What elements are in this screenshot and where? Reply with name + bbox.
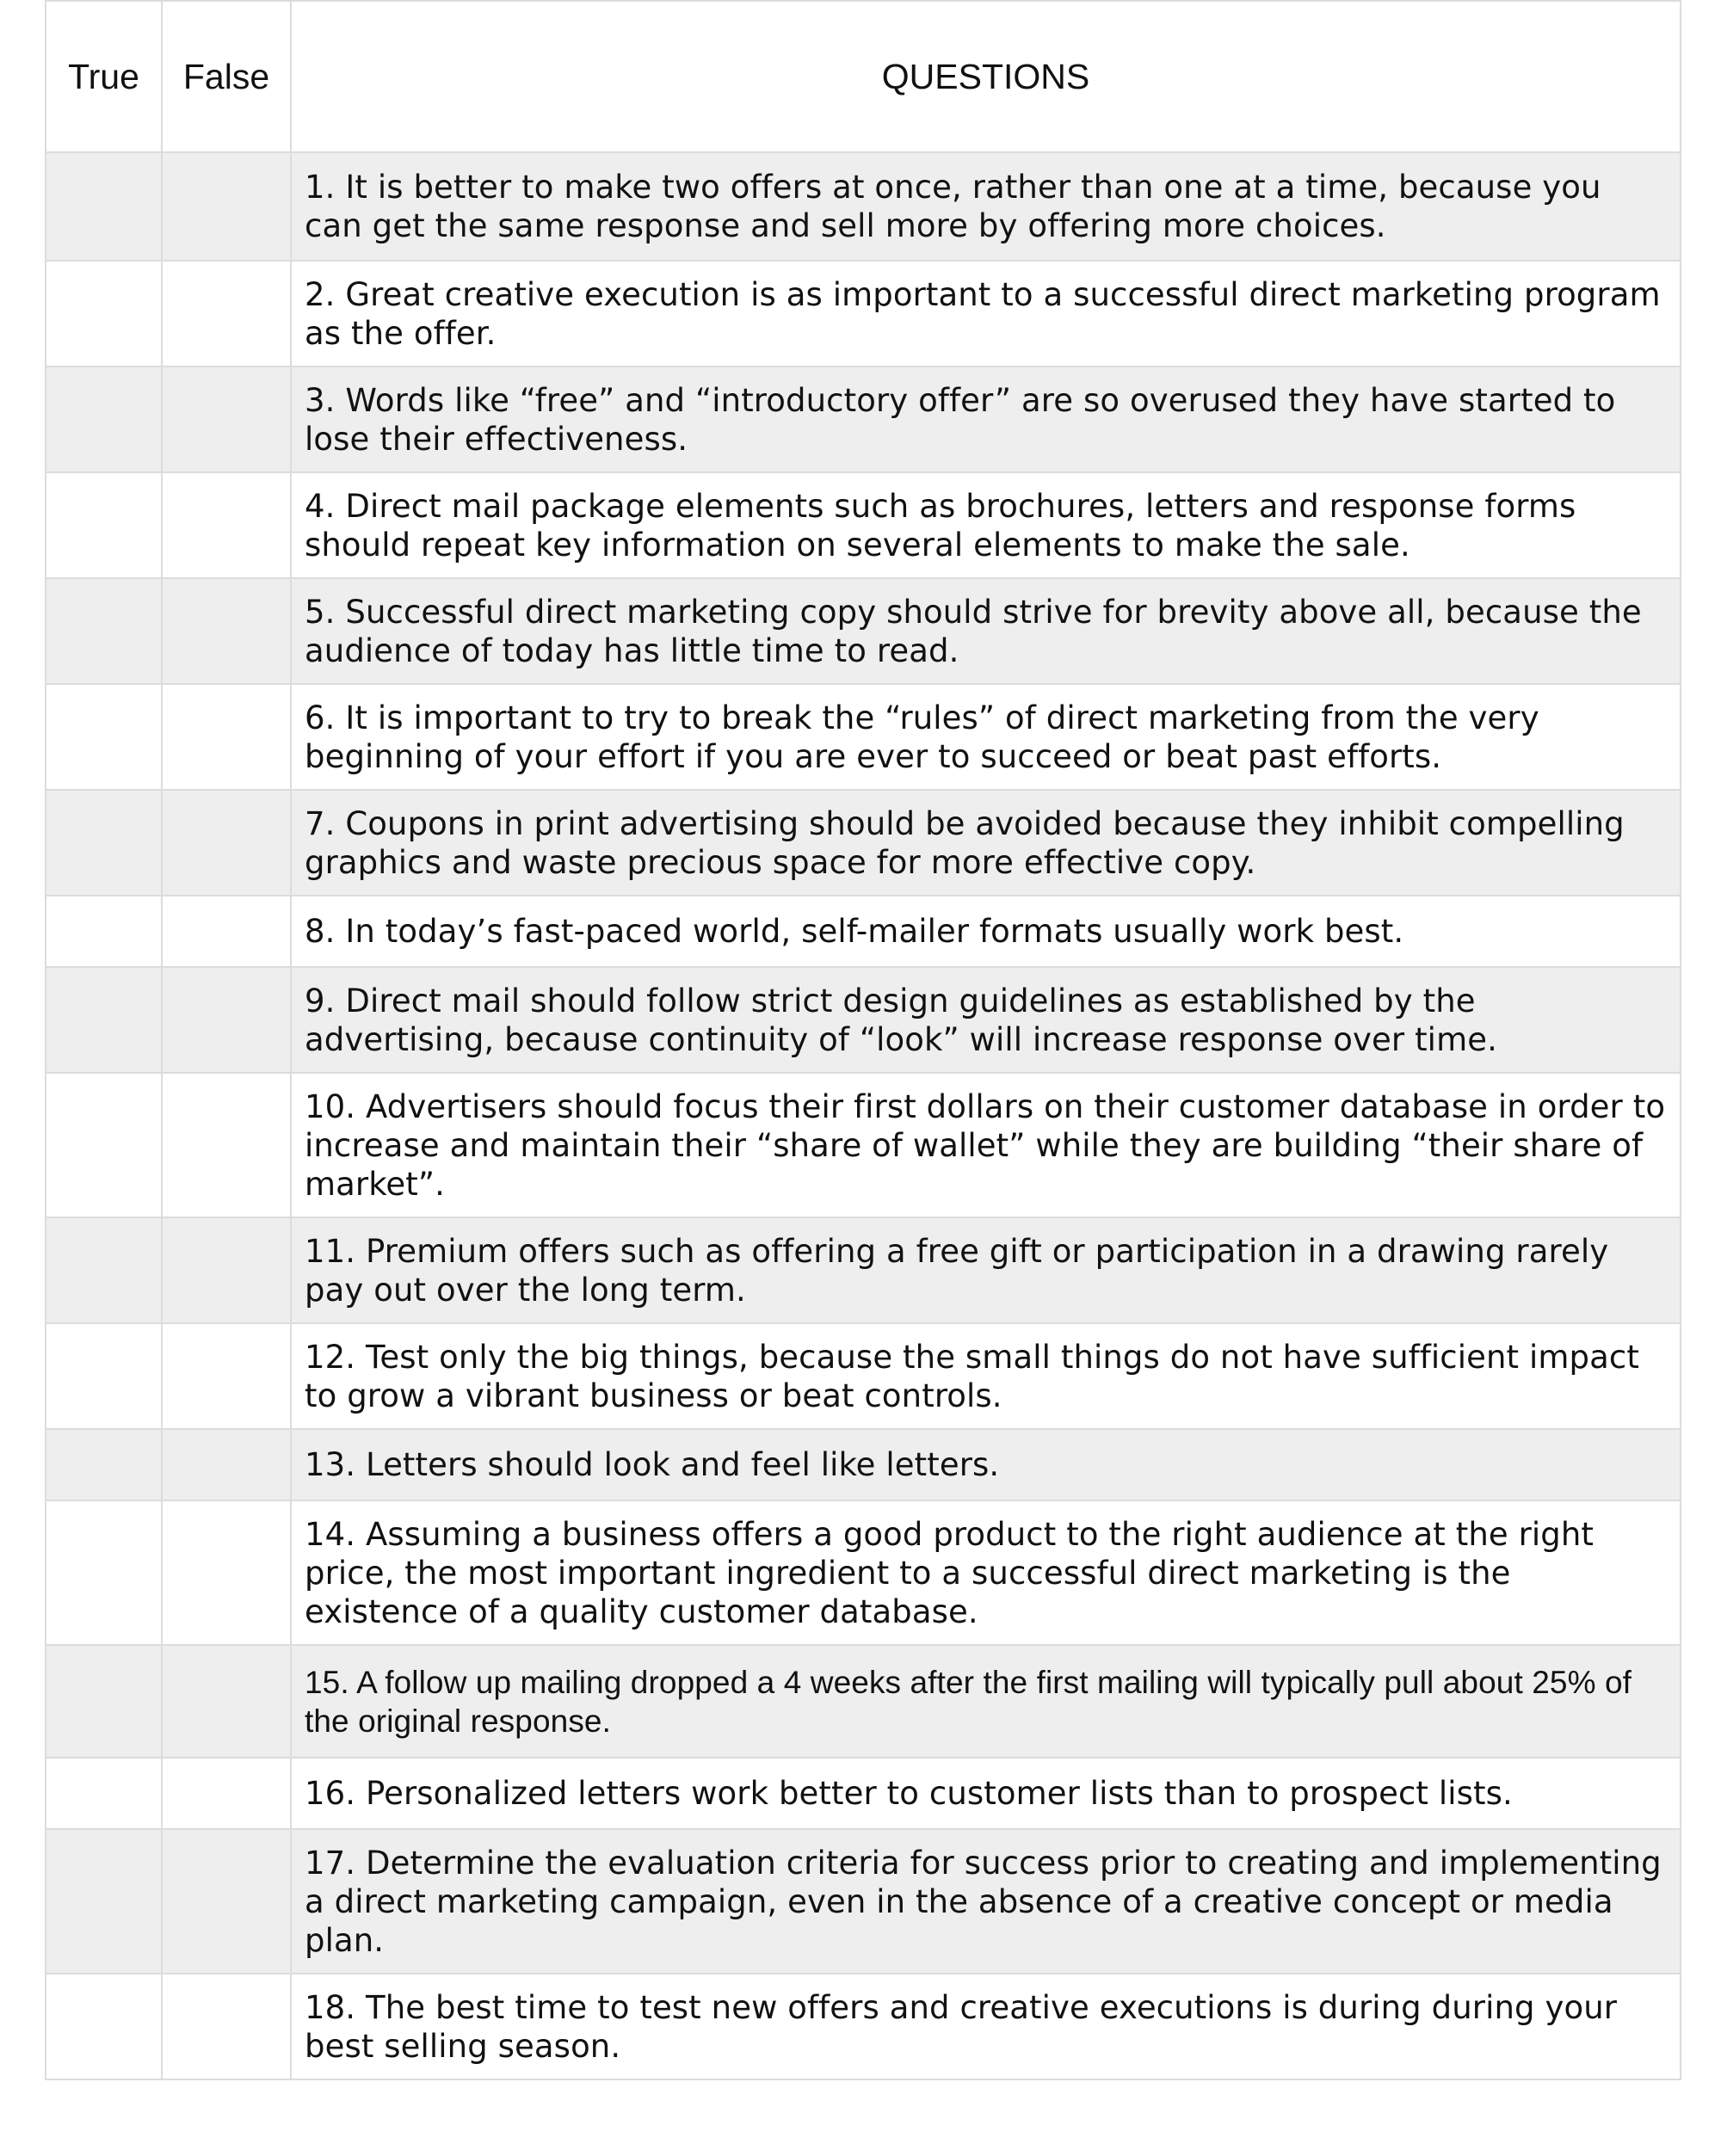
question-row bbox=[46, 261, 1681, 367]
false-answer-cell[interactable] bbox=[162, 1829, 291, 1974]
question-text: 13. Letters should look and feel like letters. bbox=[291, 1429, 1681, 1500]
question-row bbox=[46, 578, 1681, 684]
false-answer-cell[interactable] bbox=[162, 1429, 291, 1500]
question-row bbox=[46, 1645, 1681, 1758]
question-text: 16. Personalized letters work better to customer lists than to prospect lists. bbox=[291, 1758, 1681, 1829]
question-row bbox=[46, 1429, 1681, 1500]
question-row bbox=[46, 1758, 1681, 1829]
false-answer-cell[interactable] bbox=[162, 1323, 291, 1429]
false-answer-cell[interactable] bbox=[162, 684, 291, 790]
question-row bbox=[46, 152, 1681, 261]
question-text: 2. Great creative execution is as important to a successful direct marketing program as the offer. bbox=[291, 261, 1681, 367]
question-text: 4. Direct mail package elements such as brochures, letters and response forms should repeat key information on several elements to make the sale. bbox=[291, 472, 1681, 578]
question-row bbox=[46, 1217, 1681, 1323]
true-answer-cell[interactable] bbox=[46, 1758, 162, 1829]
question-text: 14. Assuming a business offers a good product to the right audience at the right price, the most important ingredient to a successful direct marketing is the existence of a quality customer database. bbox=[291, 1500, 1681, 1645]
true-answer-cell[interactable] bbox=[46, 684, 162, 790]
true-answer-cell[interactable] bbox=[46, 578, 162, 684]
false-answer-cell[interactable] bbox=[162, 1645, 291, 1758]
false-answer-cell[interactable] bbox=[162, 152, 291, 261]
true-answer-cell[interactable] bbox=[46, 967, 162, 1073]
quiz-table bbox=[45, 0, 1681, 2080]
question-text: 5. Successful direct marketing copy should strive for brevity above all, because the audience of today has little time to read. bbox=[291, 578, 1681, 684]
question-text: 8. In today’s fast-paced world, self-mailer formats usually work best. bbox=[291, 896, 1681, 967]
true-answer-cell[interactable] bbox=[46, 367, 162, 472]
question-row bbox=[46, 967, 1681, 1073]
false-answer-cell[interactable] bbox=[162, 1073, 291, 1217]
true-answer-cell[interactable] bbox=[46, 152, 162, 261]
question-text: 17. Determine the evaluation criteria for success prior to creating and implementing a direct marketing campaign, even in the absence of a creative concept or media plan. bbox=[291, 1829, 1681, 1974]
false-answer-cell[interactable] bbox=[162, 472, 291, 578]
question-text: 15. A follow up mailing dropped a 4 weeks after the first mailing will typically pull about 25% of the original response. bbox=[291, 1645, 1681, 1758]
false-answer-cell[interactable] bbox=[162, 367, 291, 472]
question-row bbox=[46, 1829, 1681, 1974]
false-answer-cell[interactable] bbox=[162, 967, 291, 1073]
true-column-header: True bbox=[46, 1, 162, 152]
question-text: 10. Advertisers should focus their first dollars on their customer database in order to increase and maintain their “share of wallet” while they are building “their share of market”. bbox=[291, 1073, 1681, 1217]
header-row bbox=[46, 1, 1681, 152]
false-answer-cell[interactable] bbox=[162, 1758, 291, 1829]
true-answer-cell[interactable] bbox=[46, 1645, 162, 1758]
true-answer-cell[interactable] bbox=[46, 1217, 162, 1323]
question-row bbox=[46, 472, 1681, 578]
true-answer-cell[interactable] bbox=[46, 1829, 162, 1974]
true-answer-cell[interactable] bbox=[46, 472, 162, 578]
true-answer-cell[interactable] bbox=[46, 1429, 162, 1500]
question-row bbox=[46, 1323, 1681, 1429]
question-row bbox=[46, 1073, 1681, 1217]
false-answer-cell[interactable] bbox=[162, 1217, 291, 1323]
true-answer-cell[interactable] bbox=[46, 896, 162, 967]
false-answer-cell[interactable] bbox=[162, 261, 291, 367]
true-answer-cell[interactable] bbox=[46, 261, 162, 367]
question-row bbox=[46, 1500, 1681, 1645]
question-text: 7. Coupons in print advertising should be avoided because they inhibit compelling graphics and waste precious space for more effective copy. bbox=[291, 790, 1681, 896]
question-text: 6. It is important to try to break the “rules” of direct marketing from the very beginning of your effort if you are ever to succeed or beat past efforts. bbox=[291, 684, 1681, 790]
false-answer-cell[interactable] bbox=[162, 578, 291, 684]
question-text: 9. Direct mail should follow strict design guidelines as established by the advertising, because continuity of “look” will increase response over time. bbox=[291, 967, 1681, 1073]
question-row bbox=[46, 896, 1681, 967]
question-row bbox=[46, 790, 1681, 896]
true-answer-cell[interactable] bbox=[46, 1073, 162, 1217]
false-column-header: False bbox=[162, 1, 291, 152]
question-row bbox=[46, 1974, 1681, 2079]
true-answer-cell[interactable] bbox=[46, 1974, 162, 2079]
true-answer-cell[interactable] bbox=[46, 1323, 162, 1429]
question-text: 1. It is better to make two offers at once, rather than one at a time, because you can get the same response and sell more by offering more choices. bbox=[291, 152, 1681, 261]
question-row bbox=[46, 367, 1681, 472]
true-answer-cell[interactable] bbox=[46, 790, 162, 896]
question-text: 11. Premium offers such as offering a free gift or participation in a drawing rarely pay out over the long term. bbox=[291, 1217, 1681, 1323]
false-answer-cell[interactable] bbox=[162, 790, 291, 896]
questions-column-header: QUESTIONS bbox=[291, 1, 1681, 152]
question-text: 18. The best time to test new offers and creative executions is during during your best selling season. bbox=[291, 1974, 1681, 2079]
false-answer-cell[interactable] bbox=[162, 896, 291, 967]
true-answer-cell[interactable] bbox=[46, 1500, 162, 1645]
false-answer-cell[interactable] bbox=[162, 1974, 291, 2079]
question-text: 3. Words like “free” and “introductory offer” are so overused they have started to lose their effectiveness. bbox=[291, 367, 1681, 472]
false-answer-cell[interactable] bbox=[162, 1500, 291, 1645]
question-text: 12. Test only the big things, because the small things do not have sufficient impact to grow a vibrant business or beat controls. bbox=[291, 1323, 1681, 1429]
question-row bbox=[46, 684, 1681, 790]
